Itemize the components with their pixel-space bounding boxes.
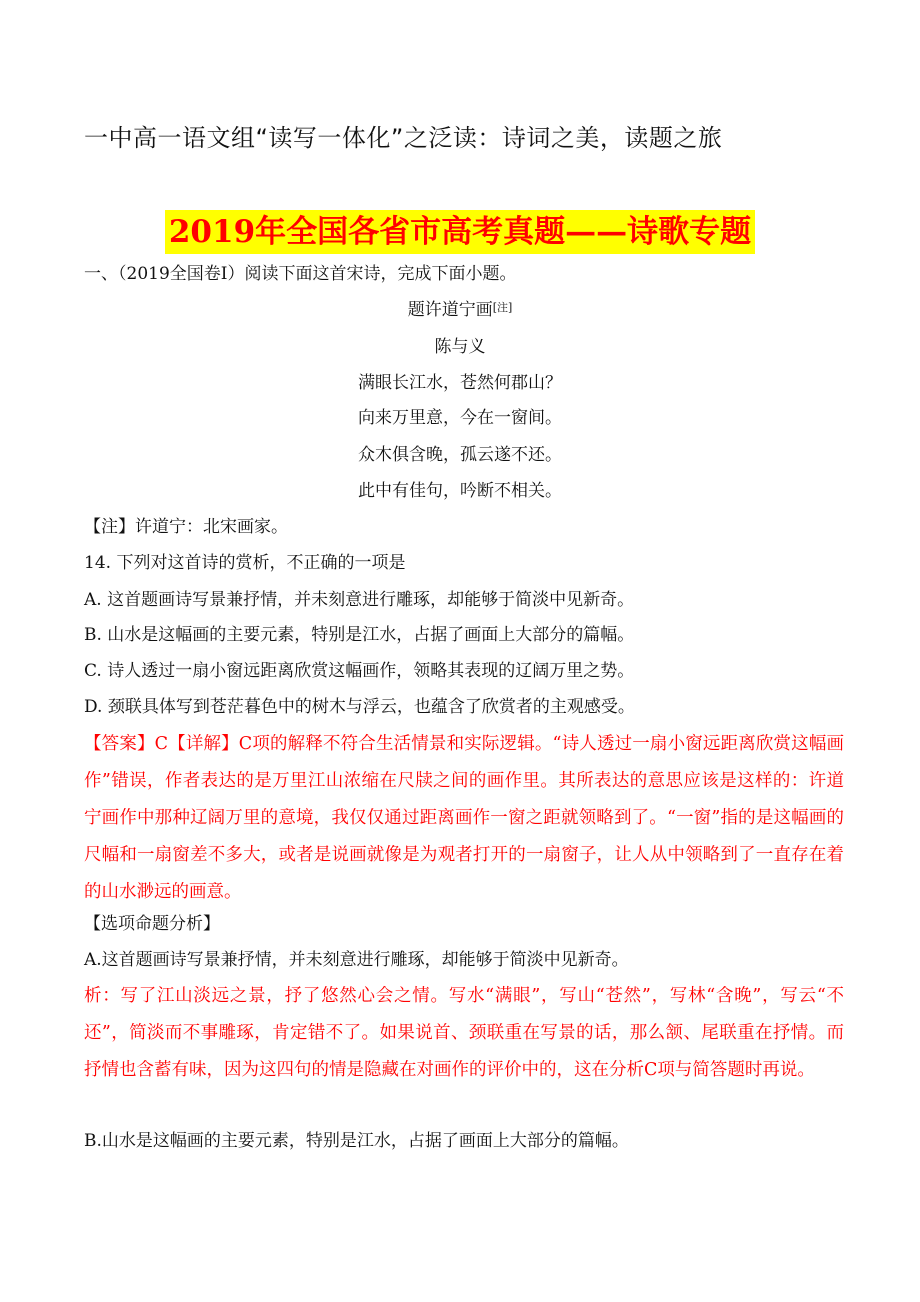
option-c: C. 诗人透过一扇小窗远距离欣赏这幅画作，领略其表现的辽阔万里之势。 [84, 661, 635, 681]
poem-line: 众木俱含晚，孤云遂不还。 [358, 445, 562, 465]
poem-author: 陈与义 [434, 337, 486, 357]
option-b: B. 山水是这幅画的主要元素，特别是江水，占据了画面上大部分的篇幅。 [84, 625, 635, 645]
poem-line: 满眼长江水，苍然何郡山？ [358, 373, 562, 393]
page-header: 一中高一语文组“读写一体化”之泛读：诗词之美，读题之旅 [84, 124, 723, 152]
poem-line: 向来万里意，今在一窗间。 [358, 408, 562, 428]
title-wrap [0, 210, 920, 254]
main-title: 2019年全国各省市高考真题——诗歌专题 [165, 210, 755, 254]
option-a: A. 这首题画诗写景兼抒情，并未刻意进行雕琢，却能够于简淡中见新奇。 [84, 590, 635, 610]
poem-line: 此中有佳句，吟断不相关。 [358, 481, 562, 501]
question-stem: 14. 下列对这首诗的赏析，不正确的一项是 [84, 553, 406, 573]
poem-title-text: 题许道宁画 [407, 300, 493, 320]
analysis-comment-a: 析：写了江山淡远之景，抒了悠然心会之情。写水“满眼”，写山“苍然”，写林“含晚”，写云“不还”，简淡而不事雕琢，肯定错不了。如果说首、颈联重在写景的话，那么颔、尾联重在抒情。而抒情也含蓄有味，因为这四句的情是隐藏在对画作的评价中的，这在分析C项与简答题时再说。 [84, 986, 844, 1080]
poem-title [0, 298, 920, 322]
analysis-option-a: A.这首题画诗写景兼抒情，并未刻意进行雕琢，却能够于简淡中见新奇。 [84, 950, 629, 970]
question-intro: 一、（2019全国卷Ⅰ）阅读下面这首宋诗，完成下面小题。 [84, 264, 517, 284]
option-d: D. 颈联具体写到苍茫暮色中的树木与浮云，也蕴含了欣赏者的主观感受。 [84, 697, 635, 717]
analysis-heading: 【选项命题分析】 [84, 914, 220, 934]
analysis-option-b: B.山水是这幅画的主要元素，特别是江水，占据了画面上大部分的篇幅。 [84, 1131, 629, 1151]
poem-note: 【注】许道宁：北宋画家。 [84, 517, 288, 537]
poem-title-note: [注] [492, 301, 513, 314]
answer-explanation: 【答案】C【详解】C项的解释不符合生活情景和实际逻辑。“诗人透过一扇小窗远距离欣赏这幅画作”错误，作者表达的是万里江山浓缩在尺牍之间的画作里。其所表达的意思应该是这样的：许道宁画作中那种辽阔万里的意境，我仅仅通过距离画作一窗之距就领略到了。“一窗”指的是这幅画的尺幅和一扇窗差不多大，或者是说画就像是为观者打开的一扇窗子，让人从中领略到了一直存在着的山水渺远的画意。 [84, 734, 844, 902]
